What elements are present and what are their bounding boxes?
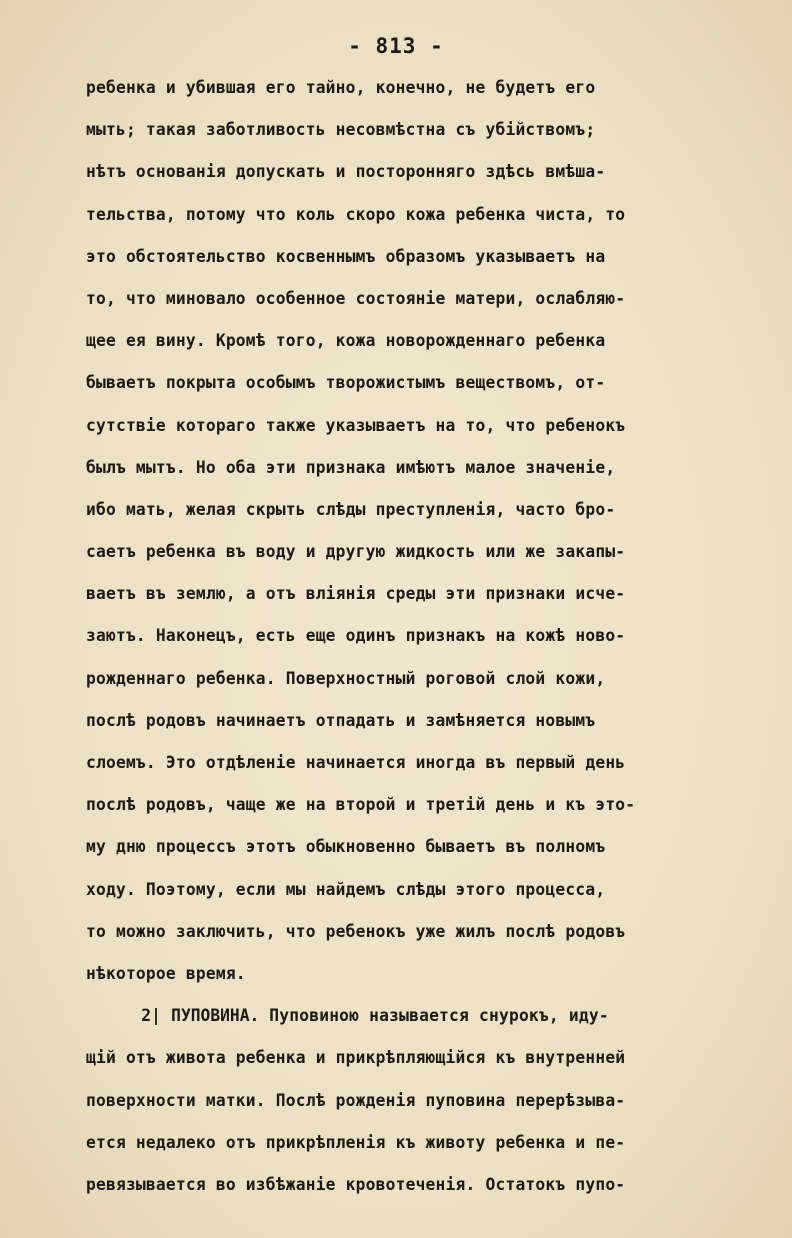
text-line: рожденнаго ребенка. Поверхностный роговой слой кожи, — [86, 668, 606, 688]
text-line: то можно заключить, что ребенокъ уже жилъ послѣ родовъ — [86, 921, 626, 941]
section-title: ПУПОВИНА. — [171, 1006, 260, 1026]
page-number: - 813 - — [348, 34, 444, 58]
text-line: заютъ. Наконецъ, есть еще одинъ признакъ на кожѣ ново- — [86, 626, 626, 646]
text-line: ется недалеко отъ прикрѣпленія къ животу ребенка и пе- — [86, 1132, 626, 1152]
text-line: нѣкоторое время. — [86, 963, 246, 983]
text-line: ребенка и убившая его тайно, конечно, не будетъ его — [86, 78, 596, 97]
section-first-line-text: Пуповиною называется снурокъ, иду- — [269, 1006, 609, 1026]
text-line: ревязывается во избѣжаніе кровотеченія. Остатокъ пупо- — [86, 1174, 626, 1194]
text-line: щее ея вину. Кромѣ того, кожа новорожденнаго ребенка — [86, 331, 606, 351]
text-line: послѣ родовъ начинаетъ отпадать и замѣняется новымъ — [86, 710, 596, 730]
text-line: слоемъ. Это отдѣленіе начинается иногда въ первый день — [86, 753, 626, 772]
text-line: щій отъ живота ребенка и прикрѣпляющійся къ внутренней — [86, 1048, 626, 1068]
text-line: саетъ ребенка въ воду и другую жидкость или же закапы- — [86, 542, 626, 562]
text-line: тельства, потому что коль скоро кожа ребенка чиста, то — [86, 204, 626, 224]
section-number: 2| — [141, 1006, 162, 1026]
text-line: бываетъ покрыта особымъ творожистымъ веществомъ, от- — [86, 373, 606, 393]
text-line: сутствіе котораго также указываетъ на то, что ребенокъ — [86, 415, 626, 435]
text-line: ходу. Поэтому, если мы найдемъ слѣды этого процесса, — [86, 879, 606, 899]
body-text — [86, 76, 776, 1215]
section-heading-line — [86, 1004, 766, 1046]
text-line: му дню процессъ этотъ обыкновенно бываетъ въ полномъ — [86, 837, 606, 857]
text-line: нѣтъ основанія допускать и посторонняго здѣсь вмѣша- — [86, 162, 606, 182]
text-line: то, что миновало особенное состояніе матери, ослабляю- — [86, 288, 626, 308]
text-line: ваетъ въ землю, а отъ вліянія среды эти признаки исче- — [86, 584, 626, 604]
text-line: послѣ родовъ, чаще же на второй и третій день и къ это- — [86, 795, 636, 815]
text-line: мыть; такая заботливость несовмѣстна съ убійствомъ; — [86, 120, 596, 140]
text-line: ибо мать, желая скрыть слѣды преступленія, часто бро- — [86, 499, 616, 519]
text-line: былъ мытъ. Но оба эти признака имѣютъ малое значеніе, — [86, 457, 616, 477]
text-line: поверхности матки. Послѣ рожденія пуповина перерѣзыва- — [86, 1090, 626, 1110]
text-line: это обстоятельство косвеннымъ образомъ указываетъ на — [86, 246, 606, 266]
